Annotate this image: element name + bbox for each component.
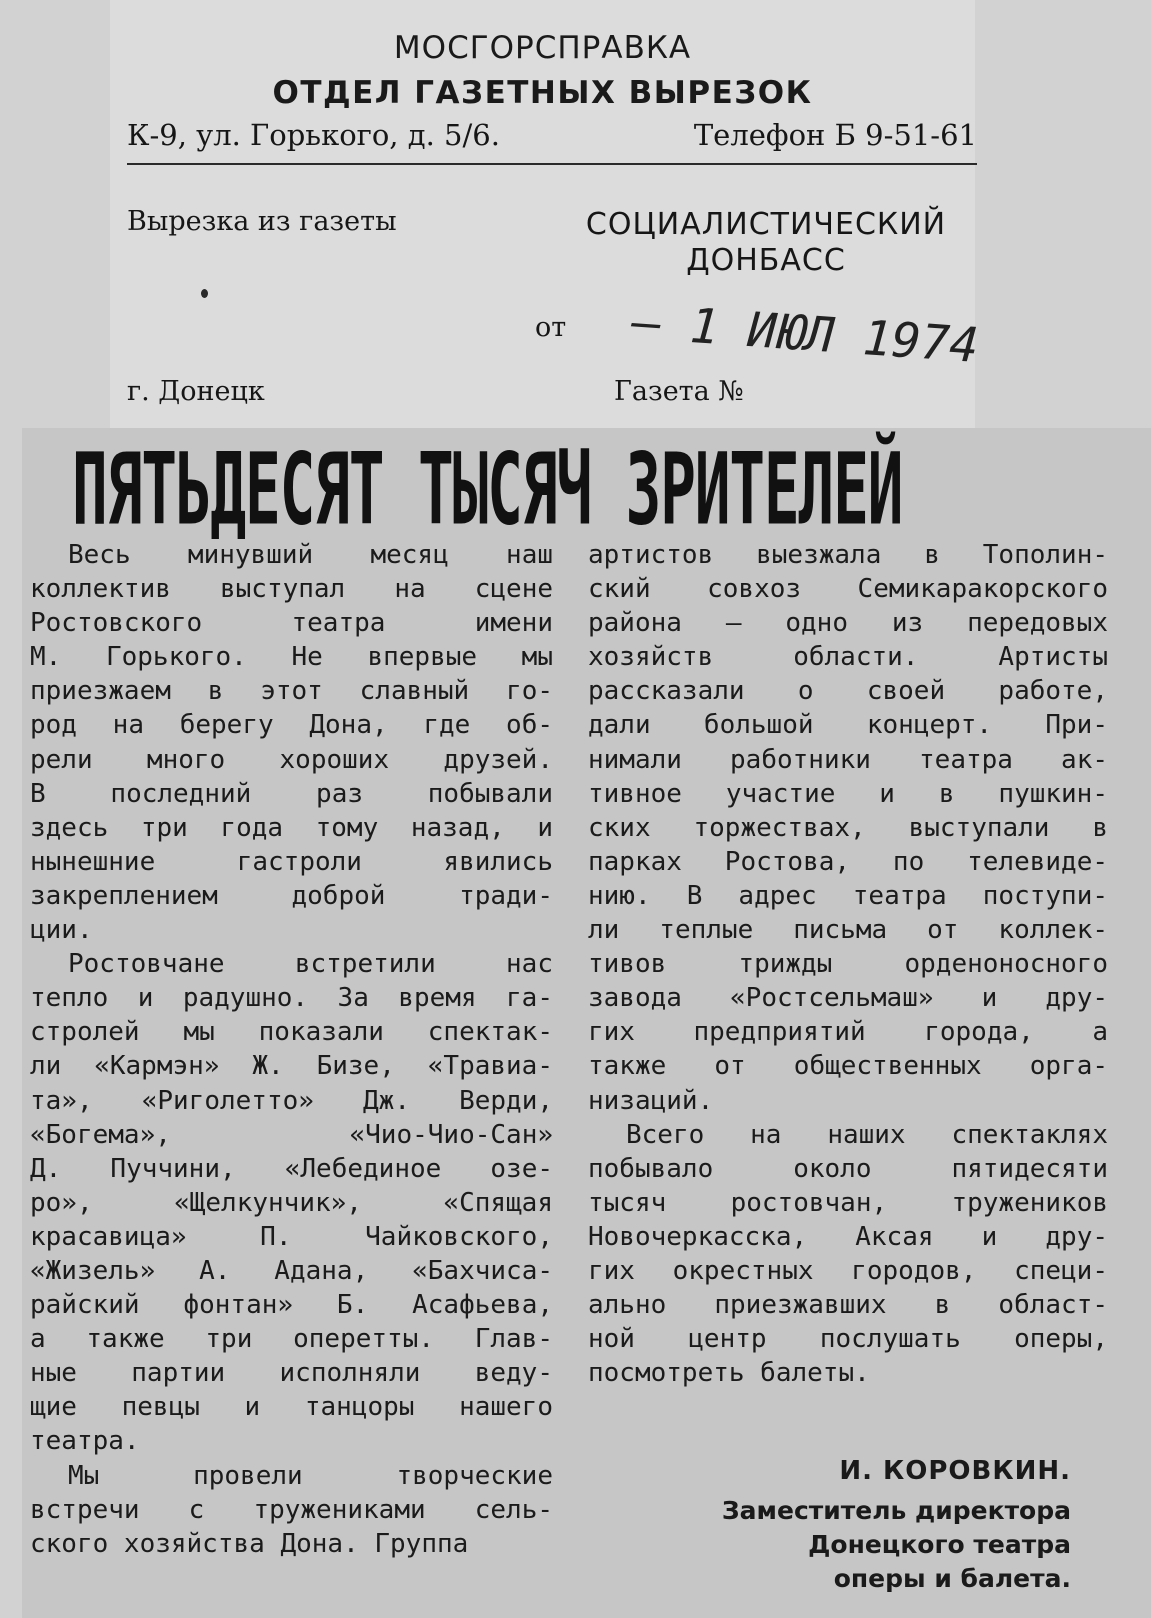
- phone: Телефон Б 9-51-61: [693, 118, 977, 152]
- article-line: рели много хороших друзей.: [30, 744, 553, 775]
- article-line: хозяйств области. Артисты: [588, 642, 1108, 673]
- article-line: низаций.: [588, 1085, 714, 1116]
- article-headline: ПЯТЬДЕСЯТ ТЫСЯЧ ЗРИТЕЛЕЙ: [72, 432, 903, 548]
- article-line: тепло и радушно. За время га-: [30, 983, 553, 1014]
- ink-speck: [201, 289, 208, 298]
- article-line: а также три оперетты. Глав-: [30, 1324, 553, 1355]
- article-line: дали большой концерт. При-: [588, 710, 1108, 741]
- address: К-9, ул. Горького, д. 5/6.: [127, 118, 500, 152]
- article-column-1: [30, 538, 553, 1561]
- article-line: рассказали о своей работе,: [588, 676, 1108, 707]
- article-line: ные партии исполняли веду-: [30, 1358, 553, 1389]
- agency-name: МОСГОРСПРАВКА: [393, 30, 692, 66]
- article-line: ной центр послушать оперы,: [588, 1324, 1108, 1355]
- article-line: встречи с тружениками сель-: [30, 1494, 553, 1525]
- article-line: ский совхоз Семикаракорского: [588, 574, 1108, 605]
- author-name: И. КОРОВКИН.: [839, 1456, 1071, 1486]
- department-name: ОТДЕЛ ГАЗЕТНЫХ ВЫРЕЗОК: [272, 75, 813, 111]
- article-column-2: [588, 538, 1108, 1390]
- article-line: гих окрестных городов, специ-: [588, 1255, 1108, 1286]
- article-line: «Богема», «Чио-Чио-Сан»: [30, 1119, 553, 1150]
- article-line: Всего на наших спектаклях: [626, 1119, 1108, 1150]
- article-line: Мы провели творческие: [68, 1460, 553, 1491]
- article-line: ли теплые письма от коллек-: [588, 915, 1108, 946]
- article-line: щие певцы и танцоры нашего: [30, 1392, 553, 1423]
- article-line: В последний раз побывали: [30, 778, 553, 809]
- article-line: Д. Пуччини, «Лебединое озе-: [30, 1153, 553, 1184]
- article-line: М. Горького. Не впервые мы: [30, 642, 553, 673]
- article-line: райский фонтан» Б. Асафьева,: [30, 1290, 553, 1321]
- article-line: приезжаем в этот славный го-: [30, 676, 553, 707]
- author-position: [722, 1494, 1071, 1596]
- article-line: род на берегу Дона, где об-: [30, 710, 553, 741]
- article-line: та», «Риголетто» Дж. Верди,: [30, 1085, 553, 1116]
- article-line: Весь минувший месяц наш: [68, 540, 553, 570]
- article-line: коллектив выступал на сцене: [30, 574, 553, 605]
- article-line: гих предприятий города, а: [588, 1017, 1108, 1048]
- date-stamp: — 1 ИЮЛ 1974: [630, 293, 981, 375]
- author-position-line2: Донецкого театра: [808, 1530, 1071, 1559]
- author-position-line1: Заместитель директора: [721, 1496, 1071, 1525]
- article-line: нынешние гастроли явились: [30, 846, 553, 877]
- article-line: тысяч ростовчан, тружеников: [588, 1187, 1108, 1218]
- article-line: тивов трижды орденоносного: [588, 949, 1108, 980]
- article-line: также от общественных орга-: [588, 1051, 1108, 1082]
- newspaper-name-line1: СОЦИАЛИСТИЧЕСКИЙ: [585, 207, 947, 242]
- article-line: ских торжествах, выступали в: [588, 812, 1108, 843]
- article-line: ро», «Щелкунчик», «Спящая: [30, 1187, 553, 1218]
- article-line: нимали работники театра ак-: [588, 744, 1108, 775]
- article-line: ально приезжавших в област-: [588, 1290, 1108, 1321]
- article-line: ции.: [30, 915, 93, 946]
- article-line: Новочеркасска, Аксая и дру-: [588, 1221, 1108, 1252]
- address-row: [127, 118, 977, 152]
- article-line: парках Ростова, по телевиде-: [588, 846, 1108, 877]
- article-line: Ростовчане встретили нас: [68, 949, 553, 980]
- article-line: посмотреть балеты.: [588, 1358, 870, 1389]
- date-label: от: [535, 312, 567, 343]
- issue-label: Газета №: [614, 376, 744, 407]
- article-line: тивное участие и в пушкин-: [588, 778, 1108, 809]
- article-line: артистов выезжала в Тополин-: [588, 540, 1108, 570]
- article-line: ского хозяйства Дона. Группа: [30, 1528, 469, 1559]
- article-line: здесь три года тому назад, и: [30, 812, 553, 843]
- article-line: завода «Ростсельмаш» и дру-: [588, 983, 1108, 1014]
- article-line: «Жизель» А. Адана, «Бахчиса-: [30, 1255, 553, 1286]
- clip-from-label: Вырезка из газеты: [127, 206, 397, 237]
- article-line: ли «Кармэн» Ж. Бизе, «Травиа-: [30, 1051, 553, 1082]
- city: г. Донецк: [127, 376, 265, 407]
- article-line: района — одно из передовых: [588, 608, 1108, 639]
- article-line: закреплением доброй тради-: [30, 880, 553, 911]
- author-position-line3: оперы и балета.: [833, 1564, 1071, 1593]
- article-line: нию. В адрес театра поступи-: [588, 880, 1108, 911]
- article-line: театра.: [30, 1426, 140, 1457]
- newspaper-name-line2: ДОНБАСС: [686, 243, 846, 278]
- article-line: красавица» П. Чайковского,: [30, 1221, 553, 1252]
- article-line: стролей мы показали спектак-: [30, 1017, 553, 1048]
- header-divider: [127, 163, 977, 165]
- article-line: Ростовского театра имени: [30, 608, 553, 639]
- article-line: побывало около пятидесяти: [588, 1153, 1108, 1184]
- newspaper-name: [546, 207, 986, 279]
